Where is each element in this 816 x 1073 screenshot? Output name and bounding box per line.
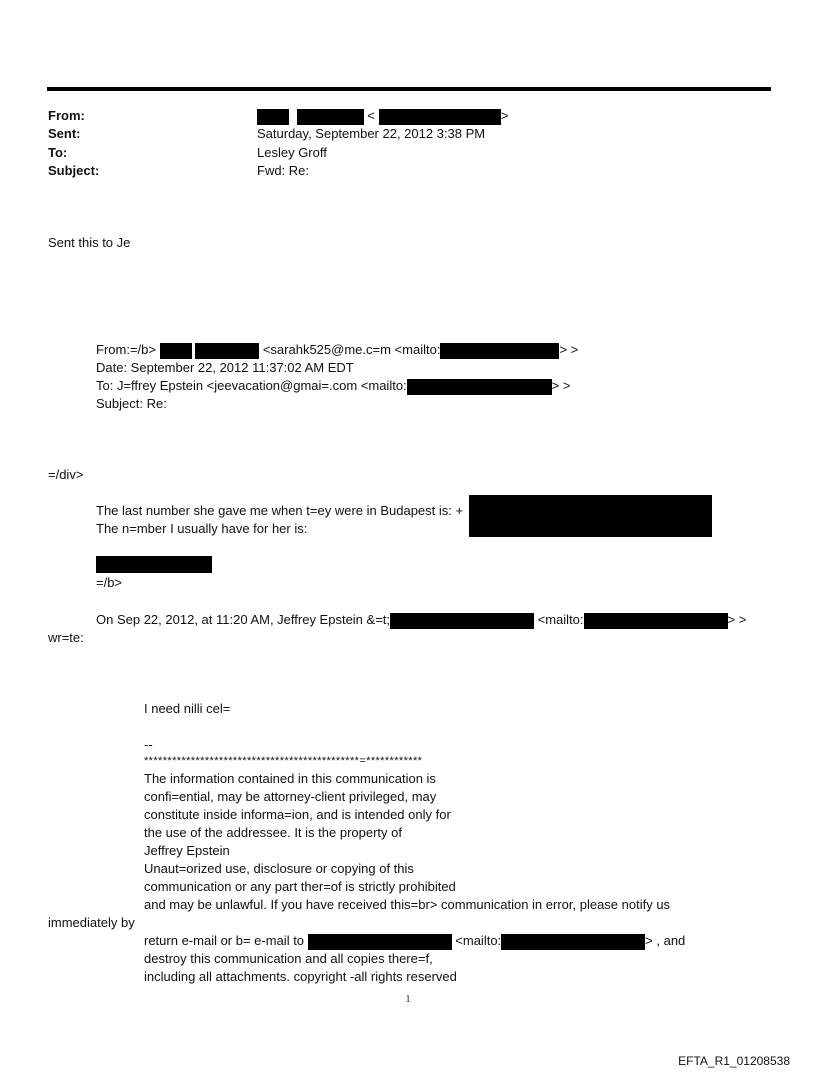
- fwd-date-line: Date: September 22, 2012 11:37:02 AM EDT: [96, 360, 354, 375]
- intro-text: Sent this to Je: [48, 235, 131, 250]
- return-prefix: return e-mail or b= e-mail to: [144, 933, 305, 948]
- wrote-text: wr=te:: [48, 630, 84, 645]
- fwd-to-line: [96, 377, 570, 395]
- redaction-box: [195, 343, 259, 359]
- redaction-box: [440, 343, 559, 359]
- disclaimer-line: Unaut=orized use, disclosure or copying of this: [144, 861, 414, 876]
- disclaimer-line: The information contained in this communication is: [144, 771, 436, 786]
- disclaimer-line: and may be unlawful. If you have received this=br> communication in error, please notify us: [144, 897, 671, 912]
- redaction-box: [257, 109, 289, 125]
- to-label: To:: [48, 145, 68, 160]
- disclaimer-line: constitute inside informa=ion, and is intended only for: [144, 807, 451, 822]
- redaction-box: [469, 495, 712, 537]
- return-line: [144, 932, 685, 950]
- redaction-box: [390, 613, 534, 629]
- on-sep-close: > >: [727, 612, 747, 627]
- last-number-line: The last number she gave me when t=ey were in Budapest is: +: [96, 503, 464, 518]
- document-id: EFTA_R1_01208538: [678, 1054, 790, 1068]
- disclaimer-line: communication or any part ther=of is strictly prohibited: [144, 879, 456, 894]
- fwd-to-prefix: To: J=ffrey Epstein <jeevacation@gmai=.com <mailto:: [96, 378, 407, 393]
- disclaimer-line: the use of the addressee. It is the property of: [144, 825, 402, 840]
- disclaimer-line: confi=ential, may be attorney-client privileged, may: [144, 789, 437, 804]
- div-tag-text: =/div>: [48, 467, 84, 482]
- redaction-box: [379, 109, 501, 125]
- redaction-box: [407, 379, 552, 395]
- from-close-bracket: >: [500, 108, 509, 123]
- disclaimer-line: Jeffrey Epstein: [144, 843, 230, 858]
- fwd-from-close: > >: [559, 342, 579, 357]
- need-line: I need nilli cel=: [144, 701, 231, 716]
- immediately-text: immediately by: [48, 915, 135, 930]
- usual-number-line: The n=mber I usually have for her is:: [96, 521, 308, 536]
- signature-dashes: --: [144, 737, 153, 752]
- stars-divider: **********************************************=************: [144, 755, 423, 767]
- page-number: 1: [405, 994, 411, 1005]
- on-sep-mailto: <mailto:: [537, 612, 584, 627]
- redaction-box: [297, 109, 364, 125]
- destroy-line: destroy this communication and all copies there=f,: [144, 951, 433, 966]
- redaction-box: [308, 934, 452, 950]
- including-line: including all attachments. copyright -all rights reserved: [144, 969, 457, 984]
- redaction-box: [160, 343, 192, 359]
- from-open-bracket: <: [367, 108, 375, 123]
- fwd-from-prefix: From:=/b>: [96, 342, 156, 357]
- b-tag-text: =/b>: [96, 575, 123, 590]
- redaction-box: [501, 934, 645, 950]
- from-value: [257, 107, 508, 125]
- to-value: Lesley Groff: [257, 145, 327, 160]
- on-sep-line: [96, 611, 746, 629]
- fwd-subject-line: Subject: Re:: [96, 396, 167, 411]
- return-close: > , and: [645, 933, 686, 948]
- redaction-box: [96, 556, 212, 573]
- from-label: From:: [48, 108, 85, 123]
- sent-label: Sent:: [48, 126, 81, 141]
- fwd-to-close: > >: [551, 378, 571, 393]
- redaction-box: [584, 613, 728, 629]
- header-rule: [47, 87, 771, 91]
- subject-value: Fwd: Re:: [257, 163, 310, 178]
- return-mailto: <mailto:: [455, 933, 502, 948]
- on-sep-prefix: On Sep 22, 2012, at 11:20 AM, Jeffrey Epstein &=t;: [96, 612, 391, 627]
- subject-label: Subject:: [48, 163, 100, 178]
- fwd-from-email: <sarahk525@me.c=m <mailto:: [262, 342, 441, 357]
- fwd-from-line: [96, 341, 578, 359]
- sent-value: Saturday, September 22, 2012 3:38 PM: [257, 126, 486, 141]
